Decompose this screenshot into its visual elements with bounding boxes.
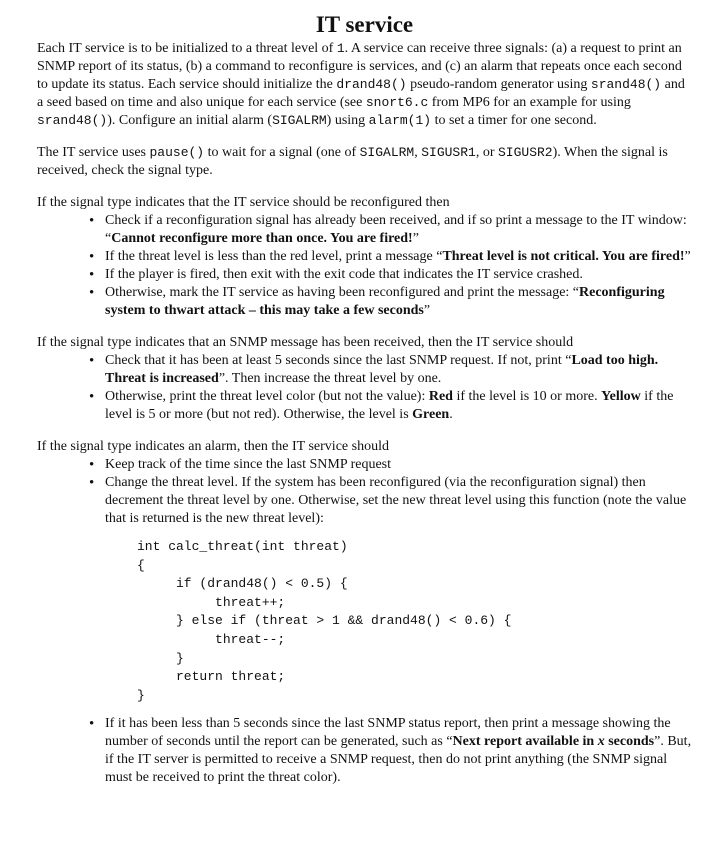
list-item: • Otherwise, print the threat level color (but not the value): Red if the level is 10 or more. Yellow if the level is 5 or more (but not red). Otherwise, the level is Green. [105,388,692,424]
code-term: alarm(1) [368,113,432,128]
section-lead: If the signal type indicates an alarm, then the IT service should [37,439,389,454]
code-term: SIGALRM [272,113,327,128]
list-item: • Check if a reconfiguration signal has already been received, and if so print a message to the IT window: “Cannot reconfigure more than once. You are fired!” [105,212,692,248]
bullet-list [37,212,692,320]
list-item: • If it has been less than 5 seconds since the last SNMP status report, then print a message showing the number of seconds until the report can be generated, such as “Next report available in x seconds”. But, if the IT server is permitted to receive a SNMP request, then do not print anything (the SNMP signal must be received to print the threat color). [105,715,692,787]
code-term: 1 [336,41,345,56]
bullet-list [37,456,692,528]
code-term: SIGUSR1 [421,145,476,160]
code-term: srand48() [590,77,662,92]
list-item: • If the player is fired, then exit with the exit code that indicates the IT service crashed. [105,266,692,284]
alarm-section [37,438,692,787]
code-term: SIGALRM [359,145,415,160]
code-term: snort6.c [365,95,429,110]
section-lead: If the signal type indicates that the IT service should be reconfigured then [37,195,450,210]
bullet-list [37,352,692,424]
code-block: int calc_threat(int threat) { if (drand48() < 0.5) { threat++; } else if (threat > 1 && drand48() < 0.6) { threat--; } return threat; } [137,539,512,703]
list-item: • Check that it has been at least 5 seconds since the last SNMP request. If not, print “Load too high. Threat is increased”. Then increase the threat level by one. [105,352,692,388]
bullet-list [37,715,692,787]
reconfigure-section [37,194,692,320]
code-term: drand48() [336,77,407,92]
list-item: • Change the threat level. If the system has been reconfigured (via the reconfiguration signal) then decrement the threat level by one. Otherwise, set the new threat level using this function (note the value that is returned is the new threat level): [105,474,692,528]
code-term: pause() [149,145,205,160]
section-lead: If the signal type indicates that an SNMP message has been received, then the IT service should [37,335,574,350]
list-item: • Otherwise, mark the IT service as having been reconfigured and print the message: “Reconfiguring system to thwart attack – this may take a few seconds” [105,284,692,320]
page-title: IT service [315,12,414,37]
intro-paragraph: Each IT service is to be initialized to a threat level of 1. A service can receive three signals: (a) a request to print an SNMP report of its status, (b) a command to reconfigure is services, and (c) an alarm that repeats once each second to update its status. Each service should initialize the drand48() pseudo-random generator using srand48() and a seed based on time and also unique for each service (see snort6.c from MP6 for an example for using srand48()). Configure an initial alarm (SIGALRM) using alarm(1) to set a timer for one second. [37,41,685,128]
list-item: • Keep track of the time since the last SNMP request [105,456,692,474]
code-term: srand48() [37,113,108,128]
pause-paragraph: The IT service uses pause() to wait for a signal (one of SIGALRM, SIGUSR1, or SIGUSR2). When the signal is received, check the signal type. [37,145,668,178]
list-item: • If the threat level is less than the red level, print a message “Threat level is not critical. You are fired!” [105,248,692,266]
code-term: SIGUSR2 [498,145,553,160]
snmp-section [37,334,692,424]
